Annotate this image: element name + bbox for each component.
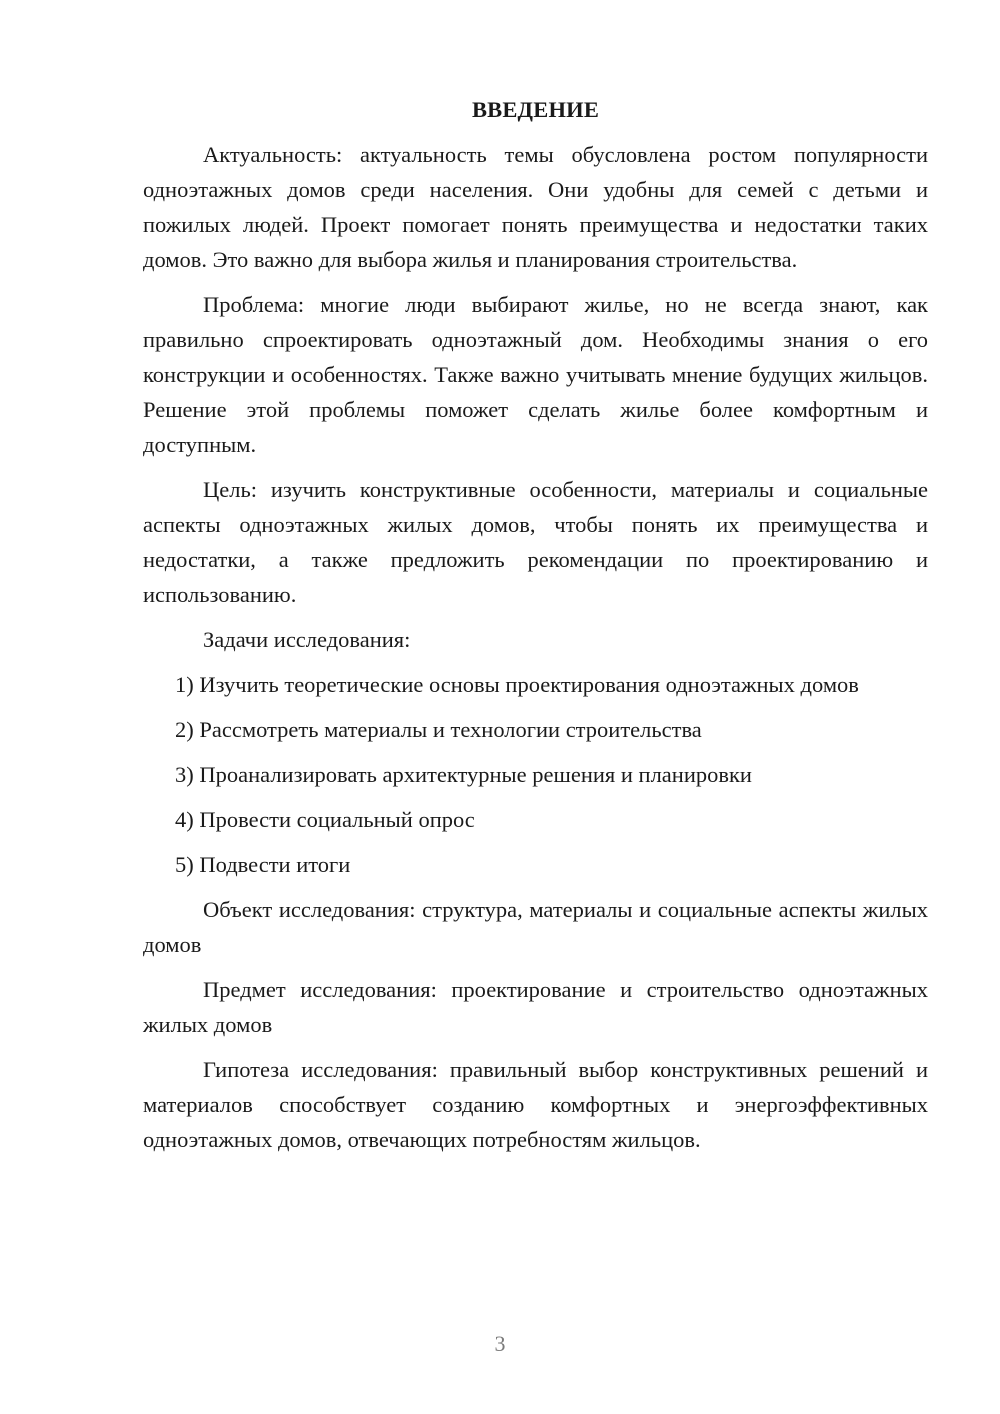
list-item: 3) Проанализировать архитектурные решения и планировки	[175, 762, 752, 787]
page-title: ВВЕДЕНИЕ	[471, 97, 600, 122]
paragraph-hypothesis: Гипотеза исследования: правильный выбор конструктивных решений и материалов способствует созданию комфортных и энергоэффективных одноэтажных домов, отвечающих потребностям жильцов.	[143, 1057, 928, 1152]
paragraph-relevance: Актуальность: актуальность темы обусловлена ростом популярности одноэтажных домов среди населения. Они удобны для семей с детьми и пожилых людей. Проект помогает понять преимущества и недостатки таких домов. Это важно для выбора жилья и планирования строительства.	[143, 142, 928, 272]
paragraph-object: Объект исследования: структура, материалы и социальные аспекты жилых домов	[143, 897, 928, 957]
paragraph-goal: Цель: изучить конструктивные особенности, материалы и социальные аспекты одноэтажных жилых домов, чтобы понять их преимущества и недостатки, а также предложить рекомендации по проектированию и использованию.	[143, 477, 928, 607]
tasks-title: Задачи исследования:	[203, 627, 411, 652]
tasks-list	[143, 667, 928, 882]
document-page	[143, 92, 928, 1167]
page-number: 3	[494, 1331, 506, 1356]
list-item: 2) Рассмотреть материалы и технологии строительства	[175, 717, 702, 742]
paragraph-subject: Предмет исследования: проектирование и строительство одноэтажных жилых домов	[143, 977, 928, 1037]
list-item: 4) Провести социальный опрос	[175, 807, 475, 832]
list-item: 1) Изучить теоретические основы проектирования одноэтажных домов	[175, 672, 859, 697]
paragraph-problem: Проблема: многие люди выбирают жилье, но не всегда знают, как правильно спроектировать одноэтажный дом. Необходимы знания о его конструкции и особенностях. Также важно учитывать мнение будущих жильцов. Решение этой проблемы поможет сделать жилье более комфортным и доступным.	[143, 292, 928, 457]
list-item: 5) Подвести итоги	[175, 852, 351, 877]
